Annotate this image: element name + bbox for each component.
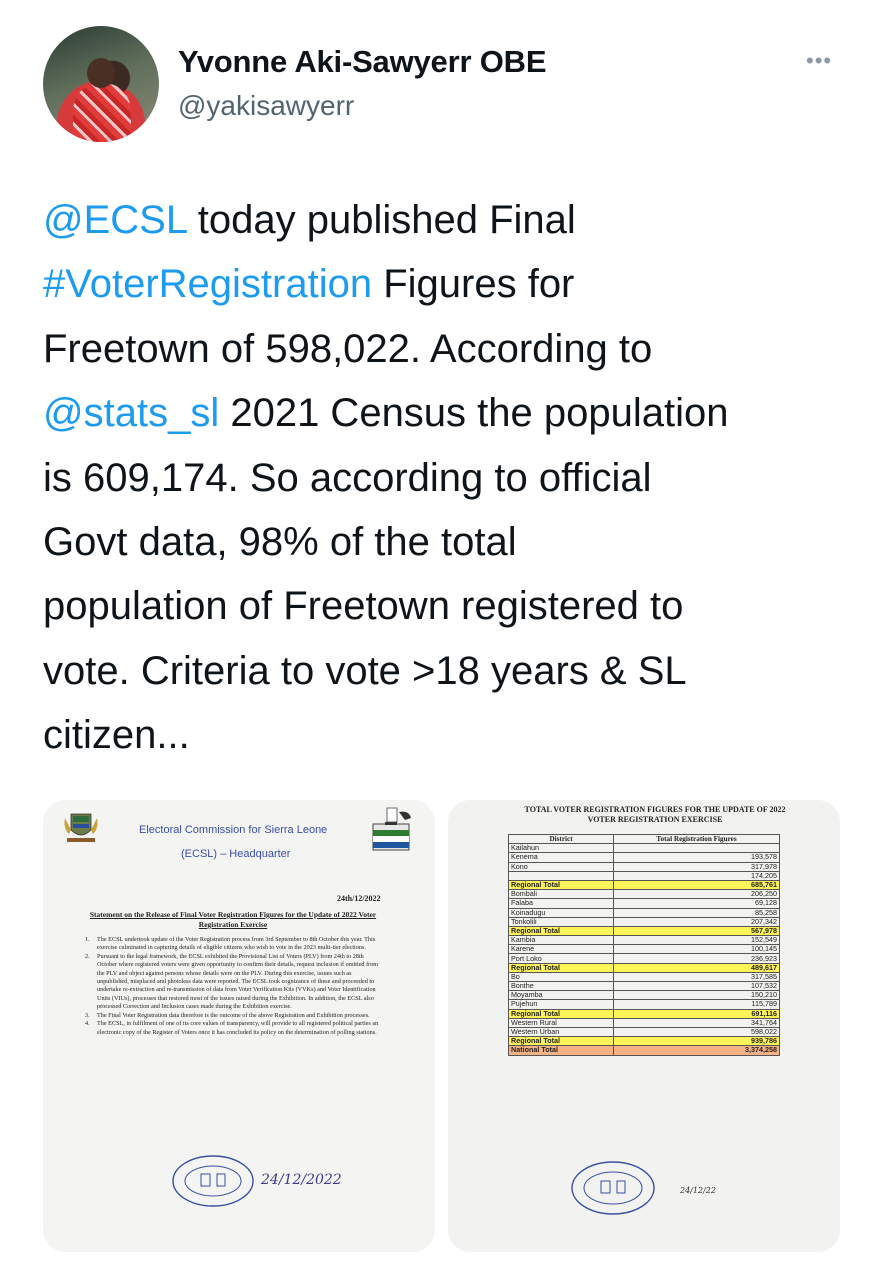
more-options-icon[interactable]: ••• [806,48,833,73]
org-name: Electoral Commission for Sierra Leone [139,824,328,836]
district-cell: Bombali [509,890,614,899]
statement-title: Statement on the Release of Final Voter Registration Figures for the Update of 2022 Voter Registration Exercise [89,910,377,929]
district-cell: Kailahun [509,844,614,853]
registration-figure-cell: 317,978 [614,862,780,871]
paragraph-number: 2. [85,953,90,961]
paragraph-text: The ECSL undertook update of the Voter Registration process from 3rd September to 8th October this year. This exercise culminated in capturing details of eligible citizens who wish to vote in the 2023 multi-tier elections. [97,936,376,952]
registration-figure-cell: 100,145 [614,945,780,954]
tweet-line [43,317,863,381]
district-cell: Regional Total [509,1009,614,1018]
district-cell: Kenema [509,853,614,862]
table-row [509,954,780,963]
tweet-text [43,188,863,768]
registration-figure-cell: 174,205 [614,871,780,880]
commission-stamp-icon [171,1154,255,1208]
district-cell: Regional Total [509,926,614,935]
ballot-box-icon [363,802,419,858]
author-name[interactable]: Yvonne Aki-Sawyerr OBE [178,44,547,79]
regional-total-row [509,963,780,972]
national-total-row [509,1046,780,1055]
tweet-line [43,446,863,510]
district-cell: Regional Total [509,1037,614,1046]
table-row [509,1000,780,1009]
media-image-results-table[interactable] [448,800,840,1252]
document-date: 24th/12/2022 [337,894,381,903]
table-row [509,899,780,908]
tweet-text-segment: 2021 Census the population [219,391,729,436]
district-cell: Western Rural [509,1018,614,1027]
district-cell: Port Loko [509,954,614,963]
tweet-text-segment: Figures for [372,262,575,307]
table-row [509,982,780,991]
table-row [509,908,780,917]
tweet-line [43,510,863,574]
registration-figure-cell: 939,786 [614,1037,780,1046]
paragraph-number: 4. [85,1020,90,1028]
tweet-line [43,381,863,445]
statement-paragraphs [83,936,381,1038]
table-row [509,890,780,899]
table-row [509,991,780,1000]
table-title: TOTAL VOTER REGISTRATION FIGURES FOR THE UPDATE OF 2022 VOTER REGISTRATION EXERCISE [524,805,786,824]
regional-total-row [509,880,780,889]
mention-link[interactable]: @stats_sl [43,391,220,436]
district-cell: Kambia [509,936,614,945]
registration-figure-cell: 206,250 [614,890,780,899]
paragraph-number: 1. [85,936,90,943]
district-cell: National Total [509,1046,614,1055]
tweet-text-segment: population of Freetown registered to [43,584,684,629]
regional-total-row [509,926,780,935]
media-image-statement[interactable] [43,800,435,1252]
registration-figure-cell: 341,764 [614,1018,780,1027]
district-cell: Tonkolili [509,917,614,926]
district-cell: Karene [509,945,614,954]
registration-figure-cell: 193,578 [614,853,780,862]
district-cell: Western Urban [509,1027,614,1036]
registration-figure-cell: 691,116 [614,1009,780,1018]
statement-paragraph [83,1012,381,1020]
paragraph-text: The Final Voter Registration data therefore is the outcome of the above Registration and Exhibition processes. [97,1011,370,1019]
tweet-line [43,703,863,767]
district-cell: Moyamba [509,991,614,1000]
table-row [509,945,780,954]
tweet-text-segment: citizen... [43,713,190,758]
avatar[interactable] [43,26,159,142]
district-cell: Koinadugu [509,908,614,917]
mention-link[interactable]: @ECSL [43,198,187,242]
regional-total-row [509,1009,780,1018]
table-row [509,972,780,981]
avatar-figure-dress [73,84,131,142]
tweet-line [43,252,863,316]
tweet-text-segment: Freetown of 598,022. According to [43,326,653,371]
paragraph-text: The ECSL, in fulfilment of one of its core values of transparency, will provide to all registered political parties an electronic copy of the Register of Voters once it has concluded its policy on the determination of polling stations. [97,1020,379,1036]
registration-figure-cell: 107,532 [614,982,780,991]
org-subname: (ECSL) – Headquarter [181,848,291,860]
district-cell: Bonthe [509,982,614,991]
district-cell: Regional Total [509,963,614,972]
column-header-total: Total Registration Figures [614,835,780,844]
district-cell: Bo [509,972,614,981]
registration-figure-cell: 152,549 [614,936,780,945]
paragraph-number: 3. [85,1011,90,1019]
registration-figure-cell: 150,210 [614,991,780,1000]
signature-date: 24/12/22 [680,1186,716,1195]
tweet-text-segment: Govt data, 98% of the total [43,520,517,565]
registration-figure-cell: 85,258 [614,908,780,917]
registration-figure-cell: 69,128 [614,899,780,908]
table-row [509,844,780,853]
tweet-text-segment: is 609,174. So according to official [43,455,652,500]
tweet-line [43,639,863,703]
author-handle[interactable]: @yakisawyerr [178,90,355,121]
tweet-line [43,188,863,252]
hashtag-link[interactable]: #VoterRegistration [43,262,373,307]
coat-of-arms-icon [61,808,101,846]
registration-figure-cell: 115,789 [614,1000,780,1009]
table-row [509,917,780,926]
district-cell: Kono [509,862,614,871]
column-header-district: District [509,835,614,844]
commission-stamp-icon [570,1160,656,1216]
table-row [509,862,780,871]
registration-figure-cell: 3,374,258 [614,1046,780,1055]
paragraph-text: Pursuant to the legal framework, the ECSL exhibited the Provisional List of Voters (PLV) from 24th to 28th October where registered voters were given opportunity to confirm their details, request inclusion if omitted from the PLV and object against persons whose details were on the PLV. During this exercise, issues such as unpublished, misplaced and photoless data were reported. The ECSL took cognizance of these and proceeded to undertake re-extraction and re-transmission of data from Voter Verification Kits (VVKs) and Voter Identification Units (VIUs), processes that restored most of the issues raised during the Exhibition. In addition, the ECSL also processed Correction and Inclusion cases made during the Exhibition exercise. [97,953,379,1010]
registration-figure-cell: 236,923 [614,954,780,963]
avatar-figure-head [87,58,115,88]
table-row [509,853,780,862]
results-table [508,834,780,1056]
registration-figure-cell: 317,585 [614,972,780,981]
statement-paragraph [83,953,381,1011]
district-cell: Pujehun [509,1000,614,1009]
registration-figure-cell: 207,342 [614,917,780,926]
registration-figure-cell: 567,978 [614,926,780,935]
district-cell: Falaba [509,899,614,908]
district-cell: Regional Total [509,880,614,889]
tweet-text-segment: vote. Criteria to vote >18 years & SL [43,648,687,693]
statement-paragraph [83,936,381,953]
table-row [509,936,780,945]
registration-figure-cell: 598,022 [614,1027,780,1036]
statement-paragraph [83,1020,381,1037]
tweet-text-segment: today published Final [186,198,576,242]
registration-figure-cell: 685,761 [614,880,780,889]
tweet-line [43,574,863,638]
signature-date: 24/12/2022 [261,1172,342,1188]
registration-figure-cell: 489,617 [614,963,780,972]
